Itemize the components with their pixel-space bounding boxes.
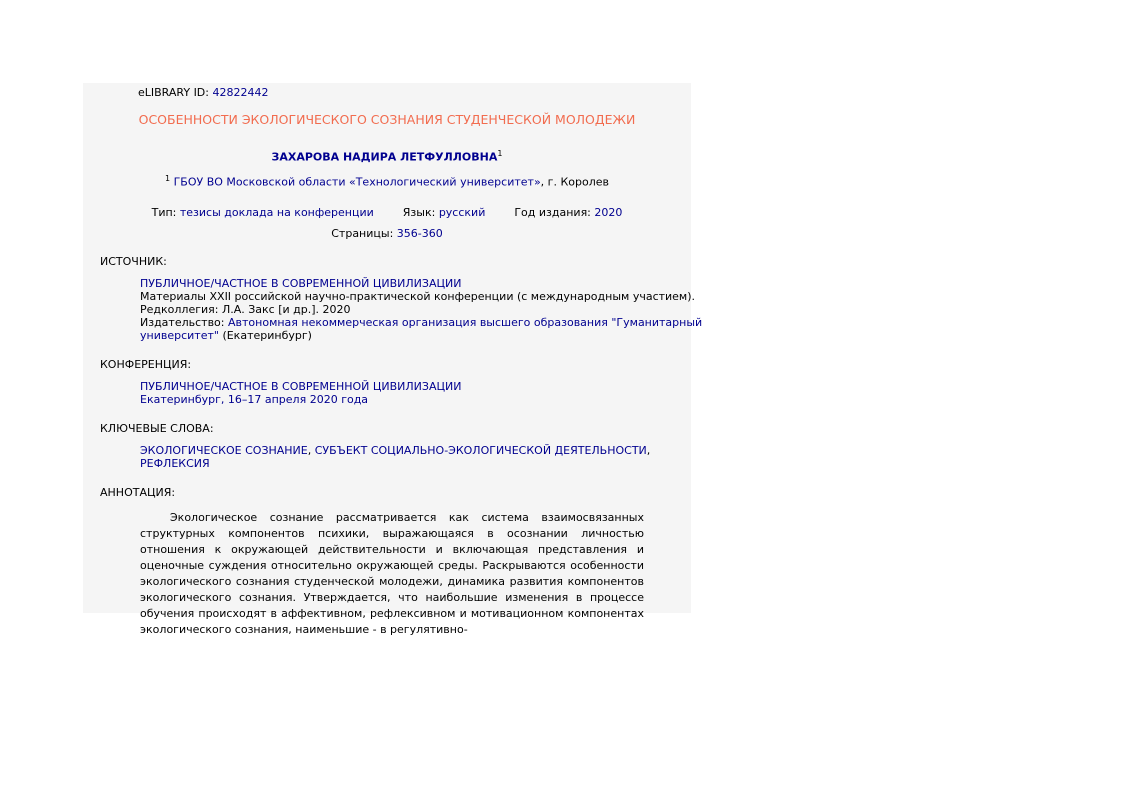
elibrary-id-link[interactable]: 42822442 bbox=[212, 86, 269, 99]
year-label: Год издания: bbox=[514, 206, 591, 219]
conference-title-link[interactable]: ПУБЛИЧНОЕ/ЧАСТНОЕ В СОВРЕМЕННОЙ ЦИВИЛИЗАЦИИ bbox=[140, 380, 462, 393]
article-title: ОСОБЕННОСТИ ЭКОЛОГИЧЕСКОГО СОЗНАНИЯ СТУДЕНЧЕСКОЙ МОЛОДЕЖИ bbox=[138, 112, 636, 127]
author-sup: 1 bbox=[497, 149, 503, 158]
keyword-separator: , bbox=[307, 444, 315, 457]
article-panel bbox=[83, 83, 703, 636]
keyword-link[interactable]: ЭКОЛОГИЧЕСКОЕ СОЗНАНИЕ bbox=[140, 444, 308, 457]
affiliation-link[interactable]: ГБОУ ВО Московской области «Технологический университет» bbox=[173, 175, 541, 189]
keywords-heading: КЛЮЧЕВЫЕ СЛОВА: bbox=[100, 422, 214, 435]
source-heading: ИСТОЧНИК: bbox=[100, 255, 167, 268]
keyword-separator: , bbox=[646, 444, 651, 457]
publisher-link[interactable]: Автономная некоммерческая организация высшего образования "Гуманитарный bbox=[228, 316, 703, 329]
publisher-city: (Екатеринбург) bbox=[222, 329, 312, 342]
type-value: тезисы доклада на конференции bbox=[179, 206, 374, 219]
source-title-link[interactable]: ПУБЛИЧНОЕ/ЧАСТНОЕ В СОВРЕМЕННОЙ ЦИВИЛИЗАЦИИ bbox=[140, 277, 462, 290]
publisher-label: Издательство: bbox=[140, 316, 225, 329]
source-editors: Редколлегия: Л.А. Закс [и др.]. 2020 bbox=[140, 303, 351, 316]
affiliation-city: , г. Королев bbox=[540, 175, 609, 189]
year-value: 2020 bbox=[594, 206, 623, 219]
publisher-link-cont[interactable]: университет" bbox=[140, 329, 219, 342]
type-label: Тип: bbox=[151, 206, 177, 219]
abstract-text: Экологическое сознание рассматривается как система взаимосвязанных структурных компонентов психики, выражающаяся в осознании личностью отношения к окружающей действительности и включающая представления и оценочные суждения относительно окружающей среды. Раскрываются особенности экологического сознания студенческой молодежи, динамика развития компонентов экологического сознания. Утверждается, что наибольшие изменения в процессе обучения происходят в аффективном, рефлексивном и мотивационном компонентах экологического сознания, наименьшие - в регулятивно- bbox=[140, 511, 644, 636]
publisher-row bbox=[140, 316, 702, 329]
publisher-row-2 bbox=[140, 329, 312, 342]
source-materials: Материалы XXII российской научно-практической конференции (с международным участием). bbox=[140, 290, 696, 303]
pages-value: 356-360 bbox=[396, 227, 443, 240]
lang-label: Язык: bbox=[402, 206, 436, 219]
elibrary-id-row bbox=[138, 86, 268, 99]
affiliation-sup: 1 bbox=[165, 174, 171, 183]
author-link[interactable]: ЗАХАРОВА НАДИРА ЛЕТФУЛЛОВНА bbox=[271, 150, 498, 164]
affiliation-row bbox=[83, 174, 691, 189]
abstract-body bbox=[140, 510, 644, 638]
lang-value: русский bbox=[438, 206, 486, 219]
pages-row bbox=[83, 227, 691, 240]
author-row bbox=[83, 149, 691, 164]
keyword-link[interactable]: СУБЪЕКТ СОЦИАЛЬНО-ЭКОЛОГИЧЕСКОЙ ДЕЯТЕЛЬНОСТИ bbox=[314, 444, 647, 457]
abstract-heading: АННОТАЦИЯ: bbox=[100, 486, 176, 499]
elibrary-id-label: eLIBRARY ID: bbox=[138, 86, 209, 99]
meta-row bbox=[83, 206, 691, 219]
keywords-row bbox=[140, 444, 650, 457]
keyword-link[interactable]: РЕФЛЕКСИЯ bbox=[140, 457, 210, 470]
conference-place-date: Екатеринбург, 16–17 апреля 2020 года bbox=[140, 393, 369, 406]
pages-label: Страницы: bbox=[331, 227, 394, 240]
conference-heading: КОНФЕРЕНЦИЯ: bbox=[100, 358, 192, 371]
